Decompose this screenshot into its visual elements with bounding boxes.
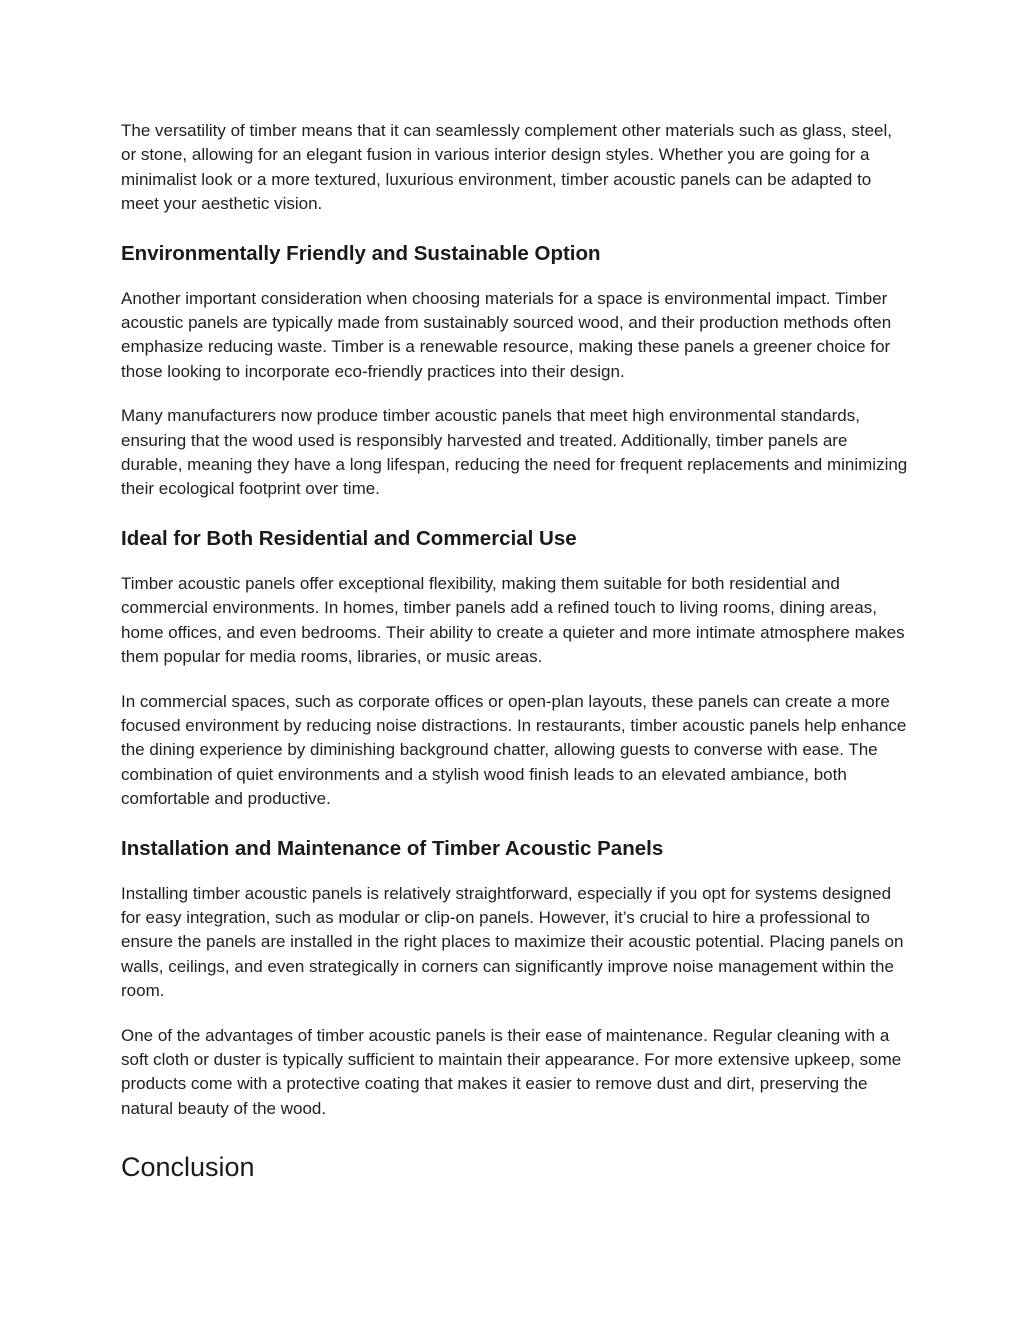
section-paragraph: Installing timber acoustic panels is relatively straightforward, especially if you opt for systems designed for easy integration, such as modular or clip-on panels. However, it’s crucial to hire a professional to ensure the panels are installed in the right places to maximize their acoustic potential. Placing panels on walls, ceilings, and even strategically in corners can significantly improve noise management within the room. — [121, 883, 904, 1001]
section-environmentally-friendly — [121, 241, 911, 502]
document-page — [121, 119, 911, 1184]
section-heading: Ideal for Both Residential and Commercial Use — [121, 526, 577, 550]
section-paragraph: In commercial spaces, such as corporate offices or open-plan layouts, these panels can create a more focused environment by reducing noise distractions. In restaurants, timber acoustic panels help enhance the dining experience by diminishing background chatter, allowing guests to converse with ease. The combination of quiet environments and a stylish wood finish leads to an elevated ambiance, both comfortable and productive. — [121, 691, 907, 809]
section-installation-maintenance — [121, 836, 911, 1122]
section-residential-commercial — [121, 526, 911, 812]
conclusion-heading: Conclusion — [121, 1152, 255, 1183]
section-heading: Installation and Maintenance of Timber Acoustic Panels — [121, 836, 664, 860]
section-paragraph: One of the advantages of timber acoustic panels is their ease of maintenance. Regular cleaning with a soft cloth or duster is typically sufficient to maintain their appearance. For more extensive upkeep, some products come with a protective coating that makes it easier to remove dust and dirt, preserving the natural beauty of the wood. — [121, 1025, 902, 1118]
intro-paragraph: The versatility of timber means that it can seamlessly complement other materials such as glass, steel, or stone, allowing for an elegant fusion in various interior design styles. Whether you are going for a minimalist look or a more textured, luxurious environment, timber acoustic panels can be adapted to meet your aesthetic vision. — [121, 121, 892, 214]
section-paragraph: Many manufacturers now produce timber acoustic panels that meet high environmental standards, ensuring that the wood used is responsibly harvested and treated. Additionally, timber panels are durable, meaning they have a long lifespan, reducing the need for frequent replacements and minimizing their ecological footprint over time. — [121, 406, 908, 499]
section-paragraph: Another important consideration when choosing materials for a space is environmental impact. Timber acoustic panels are typically made from sustainably sourced wood, and their production methods often emphasize reducing waste. Timber is a renewable resource, making these panels a greener choice for those looking to incorporate eco-friendly practices into their design. — [121, 288, 892, 381]
section-heading: Environmentally Friendly and Sustainable Option — [121, 241, 601, 265]
section-paragraph: Timber acoustic panels offer exceptional flexibility, making them suitable for both residential and commercial environments. In homes, timber panels add a refined touch to living rooms, dining areas, home offices, and even bedrooms. Their ability to create a quieter and more intimate atmosphere makes them popular for media rooms, libraries, or music areas. — [121, 573, 905, 667]
